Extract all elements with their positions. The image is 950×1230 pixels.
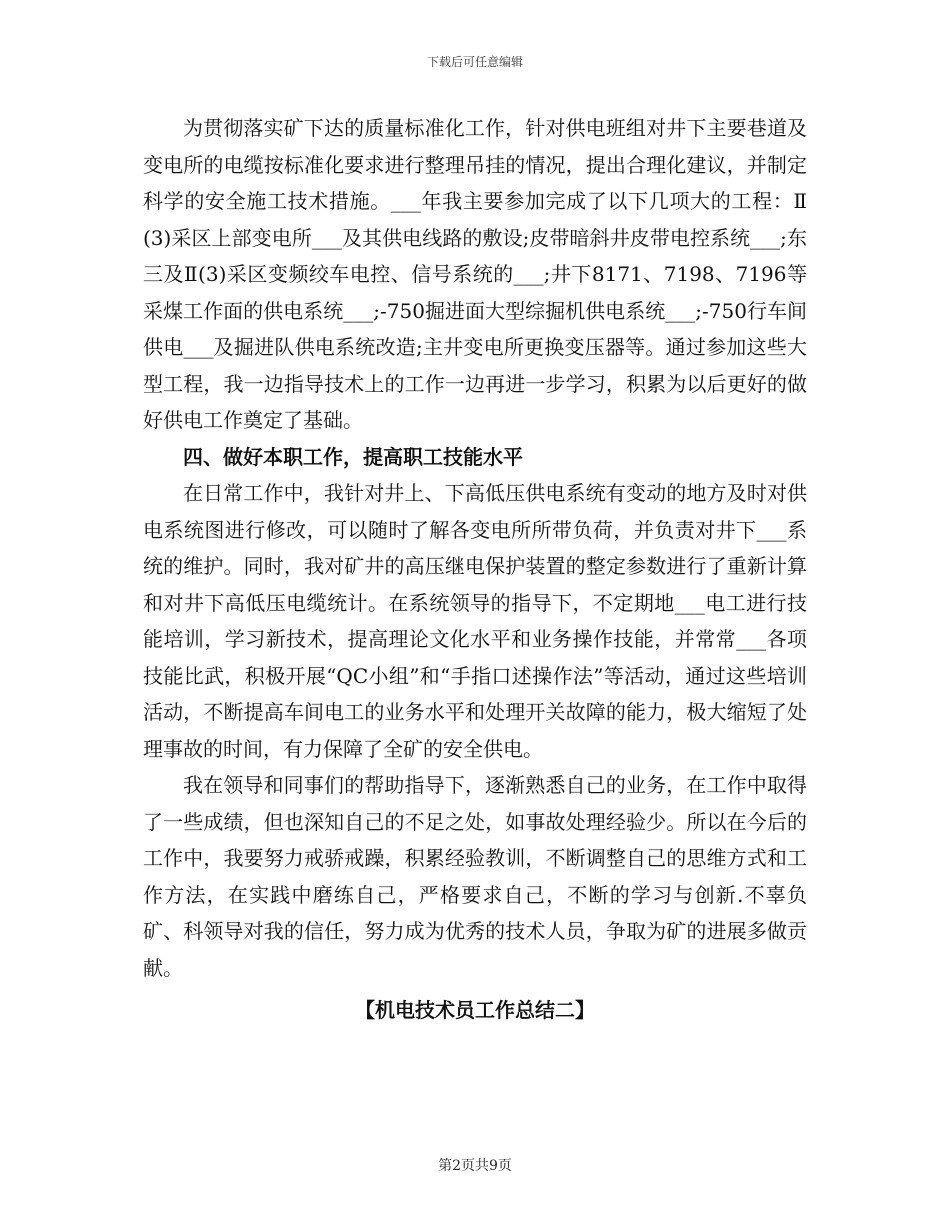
paragraph-engineering-projects: 为贯彻落实矿下达的质量标准化工作，针对供电班组对井下主要巷道及变电所的电缆按标准化要求进行整理吊挂的情况，提出合理化建议，并制定科学的安全施工技术措施。___年我主要参加完成了以下几项大的工程：Ⅱ(3)采区上部变电所___及其供电线路的敷设;皮带暗斜井皮带电控系统___;东三及Ⅱ(3)采区变频绞车电控、信号系统的___;井下8171、7198、7196等采煤工作面的供电系统___;-750掘进面大型综掘机供电系统___;-750行车间供电___及掘进队供电系统改造;主井变电所更换变压器等。通过参加这些大型工程，我一边指导技术上的工作一边再进一步学习，积累为以后更好的做好供电工作奠定了基础。 bbox=[143, 116, 807, 432]
section-title-summary-two: 【机电技术员工作总结二】 bbox=[355, 998, 595, 1022]
paragraph-daily-work: 在日常工作中，我针对井上、下高低压供电系统有变动的地方及时对供电系统图进行修改，可以随时了解各变电所所带负荷，并负责对井下___系统的维护。同时，我对矿井的高压继电保护装置的整定参数进行了重新计算和对井下高低压电缆统计。在系统领导的指导下，不定期地___电工进行技能培训，学习新技术，提高理论文化水平和业务操作技能，并常常___各项技能比武，积极开展“QC小组”和“手指口述操作法”等活动，通过这些培训活动，不断提高车间电工的业务水平和处理开关故障的能力，极大缩短了处理事故的时间，有力保障了全矿的安全供电。 bbox=[143, 481, 807, 761]
section-heading-skills: 四、做好本职工作，提高职工技能水平 bbox=[183, 444, 523, 469]
paragraph-conclusion: 我在领导和同事们的帮助指导下，逐渐熟悉自己的业务，在工作中取得了一些成绩，但也深知自己的不足之处，如事故处理经验少。所以在今后的工作中，我要努力戒骄戒躁，积累经验教训，不断调整自己的思维方式和工作方法，在实践中磨练自己，严格要求自己，不断的学习与创新.不辜负矿、科领导对我的信任，努力成为优秀的技术人员，争取为矿的进展多做贡献。 bbox=[143, 773, 807, 980]
document-body bbox=[143, 110, 807, 1029]
page-number: 第2页共9页 bbox=[438, 1158, 512, 1174]
page-header: 下载后可任意编辑 bbox=[426, 55, 523, 69]
